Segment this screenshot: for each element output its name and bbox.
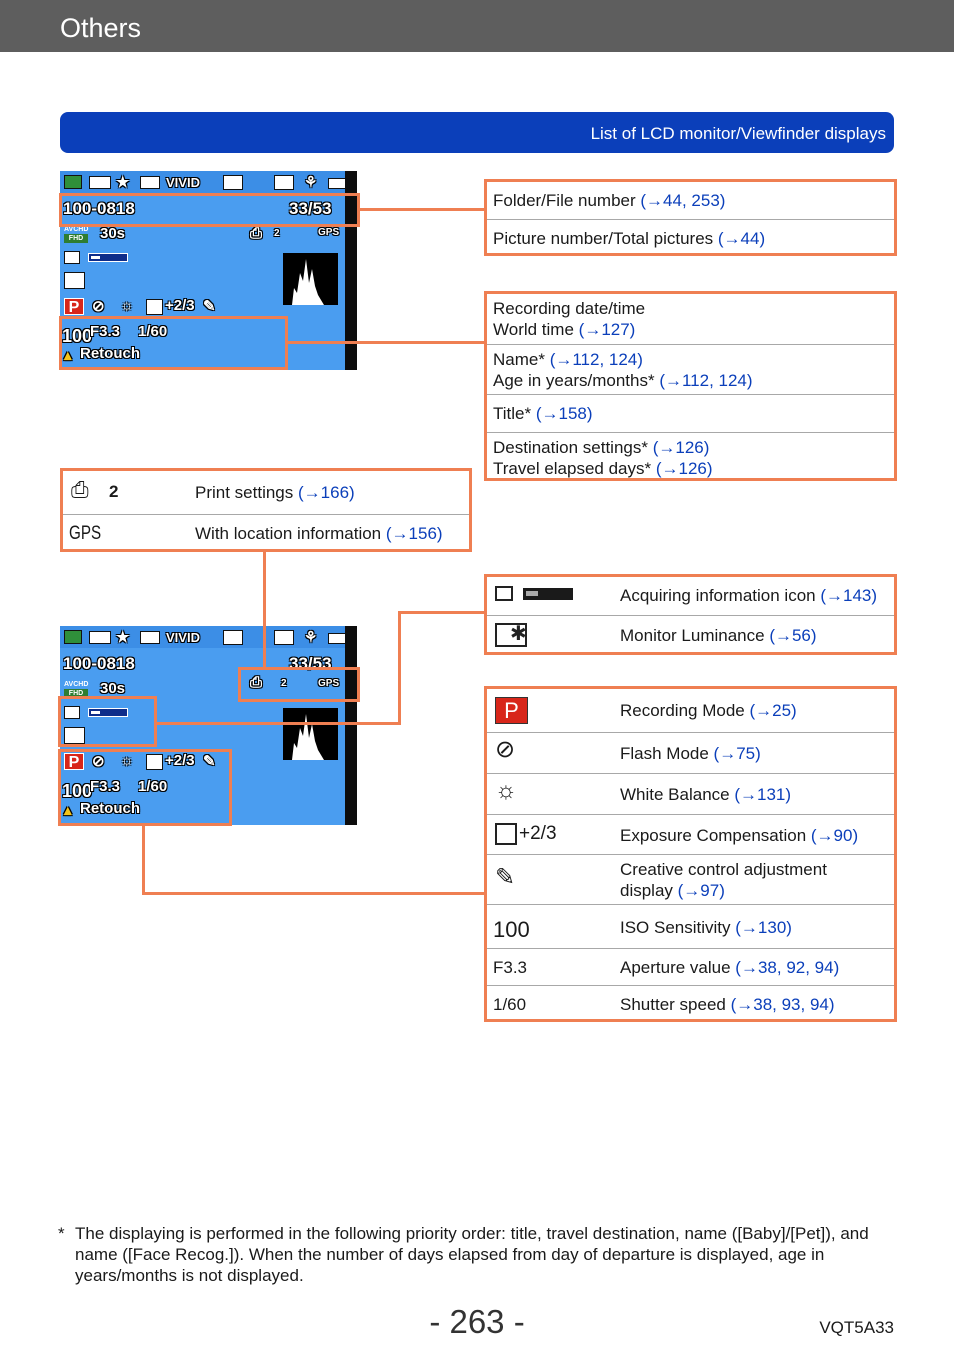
picture-size-icon [274, 175, 294, 190]
histogram [283, 253, 338, 305]
print-settings-icon: ⎙ [250, 674, 263, 691]
retouch-label: Retouch [80, 800, 140, 817]
folder-file-number: 100-0818 [63, 199, 135, 218]
aperture-value: F3.3 [90, 323, 121, 340]
table-print-gps [60, 468, 472, 552]
upload-icon: ⚘ [304, 174, 318, 191]
table-row: Folder/File number (→44, 253) [493, 191, 726, 210]
print-count: 2 [109, 482, 119, 501]
picture-count: 33/53 [289, 654, 332, 673]
aperture-label: F3.3 [493, 958, 528, 977]
table-row: F3.3 Aperture value (→38, 92, 94) [487, 948, 894, 985]
avchd-badge: AVCHD FHD [64, 681, 89, 697]
table-row: Name* (→112, 124) Age in years/months* (→112, 124) [487, 344, 894, 394]
retouch-arrow-icon: ▴ [64, 347, 72, 364]
connector-line [398, 611, 486, 614]
print-settings-icon: ⎙ [71, 477, 89, 502]
upload-icon: ⚘ [304, 629, 318, 646]
exposure-icon [495, 823, 517, 845]
gps-label: GPS [318, 227, 340, 238]
creative-control-icon: ✎ [203, 753, 216, 770]
page-number: - 263 - [429, 1303, 525, 1340]
table-row: ✱ Monitor Luminance (→56) [487, 615, 894, 655]
table-row: +2/3 Exposure Compensation (→90) [487, 814, 894, 854]
flash-mode-icon: ⊘ [92, 298, 105, 315]
highlight-folder-file [59, 193, 360, 227]
acquiring-info-bar [88, 253, 128, 262]
monitor-luminance-icon: ✱ [495, 623, 527, 647]
white-balance-icon: ☼ [120, 297, 134, 314]
footnote [58, 1223, 878, 1286]
edit-icon [223, 175, 243, 190]
connector-line [360, 208, 486, 211]
table-row: P Recording Mode (→25) [487, 689, 894, 732]
shutter-value: 1/60 [138, 323, 168, 340]
recording-mode-badge: P [64, 753, 84, 770]
table-row: Recording date/time World time (→127) [493, 299, 646, 339]
white-balance-icon: ☼ [495, 777, 517, 804]
highlight-acquire-luminance [58, 696, 157, 747]
connector-line [142, 826, 145, 895]
header-bar [0, 0, 954, 52]
table-row: 100 ISO Sensitivity (→130) [487, 904, 894, 948]
print-count: 2 [281, 678, 287, 689]
picture-size-icon [274, 630, 294, 645]
iso-value: 100 [62, 781, 93, 801]
gps-label: GPS [318, 678, 340, 689]
table-recording-info [484, 291, 897, 481]
table-row: ⊘ Flash Mode (→75) [487, 732, 894, 773]
photo-style-label: VIVID [166, 630, 200, 645]
connector-line [398, 611, 401, 725]
exposure-icon [146, 299, 163, 315]
gps-icon: GPS [69, 523, 102, 544]
shutter-value: 1/60 [138, 778, 168, 795]
section-title: List of LCD monitor/Viewfinder displays [590, 124, 886, 143]
favorite-icon: ★ [116, 629, 130, 646]
acquiring-info-icon [495, 586, 513, 601]
table-acquire-luminance [484, 574, 897, 655]
retouch-label: Retouch [80, 345, 140, 362]
recording-time: 30s [100, 225, 126, 242]
highlight-mode-settings [58, 749, 232, 826]
protect-icon [89, 176, 111, 189]
recording-mode-badge: P [64, 298, 84, 315]
recording-mode-icon: P [495, 697, 528, 724]
exposure-value: +2/3 [519, 823, 557, 844]
footnote-text: The displaying is performed in the following priority order: title, travel destination, name ([Baby]/[Pet]), and name ([Face Recog.]). When the number of days elapsed from day of departure is displayed, age in years/months is not displayed. [75, 1224, 869, 1285]
footnote-marker: * [58, 1224, 65, 1243]
connector-line [157, 722, 400, 725]
connector-line [288, 341, 486, 344]
flash-mode-icon: ⊘ [92, 753, 105, 770]
table-row: ☼ White Balance (→131) [487, 773, 894, 814]
highlight-recording-info [59, 316, 288, 370]
favorite-icon: ★ [116, 174, 130, 191]
folder-file-number: 100-0818 [63, 654, 135, 673]
acquiring-info-bar [523, 588, 573, 600]
playback-icon [64, 175, 82, 189]
acquiring-info-icon [64, 251, 80, 264]
creative-control-icon: ✎ [495, 864, 516, 891]
table-row: Acquiring information icon (→143) [487, 577, 894, 615]
iso-value: 100 [62, 326, 93, 346]
document-code: VQT5A33 [819, 1318, 894, 1337]
print-settings-icon: ⎙ [250, 225, 263, 242]
highlight-print-gps [238, 667, 360, 702]
table-row: ⎙ 2 Print settings (→166) [71, 477, 355, 502]
protect-icon [89, 631, 111, 644]
shutter-label: 1/60 [493, 995, 527, 1014]
table-row: GPS With location information (→156) [63, 514, 469, 552]
creative-control-icon: ✎ [203, 298, 216, 315]
avchd-badge: AVCHD FHD [64, 226, 89, 242]
table-folder-file [484, 179, 897, 256]
picture-count: 33/53 [289, 199, 332, 218]
table-row: Destination settings* (→126) Travel elapsed days* (→126) [487, 432, 894, 481]
recording-time: 30s [100, 680, 126, 697]
table-recording-modes [484, 686, 897, 1022]
connector-line [263, 551, 266, 668]
iso-icon: 100 [493, 917, 530, 942]
connector-line [142, 892, 486, 895]
exposure-value: +2/3 [165, 752, 195, 769]
white-balance-icon: ☼ [120, 752, 134, 769]
monitor-luminance-icon [64, 272, 85, 289]
table-row: Title* (→158) [487, 394, 894, 432]
playback-icon [64, 630, 82, 644]
table-row: ✎ Creative control adjustment display (→97) [487, 854, 894, 904]
exposure-value: +2/3 [165, 297, 195, 314]
table-row: Picture number/Total pictures (→44) [487, 219, 894, 256]
table-row: 1/60 Shutter speed (→38, 93, 94) [487, 985, 894, 1022]
page-category-title: Others [60, 13, 142, 43]
edit-icon [223, 630, 243, 645]
print-count: 2 [274, 228, 280, 239]
check-icon [140, 176, 160, 189]
aperture-value: F3.3 [90, 778, 121, 795]
section-title-bar [60, 112, 894, 153]
check-icon [140, 631, 160, 644]
histogram [283, 708, 338, 760]
photo-style-label: VIVID [166, 175, 200, 190]
retouch-arrow-icon: ▴ [64, 802, 72, 819]
flash-mode-icon: ⊘ [495, 736, 516, 763]
